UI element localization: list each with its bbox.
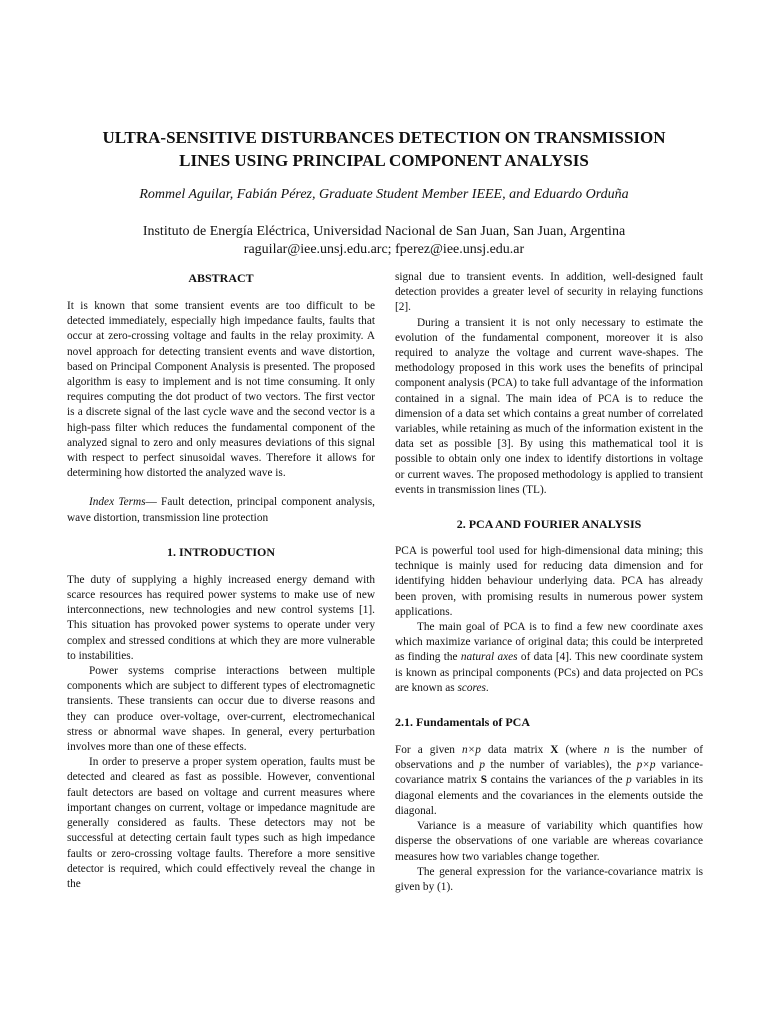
- fp1-t2: n×p: [461, 744, 481, 757]
- affiliation-emails: raguilar@iee.unsj.edu.arc; fperez@iee.unsj.edu.ar: [243, 242, 525, 257]
- fp1-t1: For a given: [395, 744, 462, 757]
- fp1-t13: contains the variances of the: [487, 774, 627, 787]
- intro-paragraph-3: In order to preserve a proper system operation, faults must be detected and cleared as fast as possible. However, conventional fault detectors are based on voltage and current measures where important changes on current, voltage or impedance magnitude are generally considered as faults. These detectors may not be successful at detecting certain fault types such as high impedance faults or zero-crossing voltage faults. Therefore a more sensitive detector is required, which could effectively reveal the change in the: [67, 756, 375, 890]
- index-terms: [67, 495, 375, 525]
- title-line-2: LINES USING PRINCIPAL COMPONENT ANALYSIS: [179, 151, 589, 170]
- title-line-1: ULTRA-SENSITIVE DISTURBANCES DETECTION ON TRANSMISSION: [102, 128, 666, 147]
- pca-paragraph-1: PCA is powerful tool used for high-dimensional data mining; this technique is mainly used for reducing data dimension and for identifying hidden behaviour underlying data. PCA has already been proven, with promising results in numerous power system applications.: [395, 545, 703, 618]
- pca-paragraph-2: [395, 620, 703, 696]
- fp1-t15: variables in its diagonal elements and the covariances in the elements outside the diagonal.: [395, 774, 703, 817]
- author-list: Rommel Aguilar, Fabián Pérez, Graduate Student Member IEEE, and Eduardo Orduña: [139, 187, 629, 202]
- fp1-t9: the number of variables), the: [484, 759, 637, 772]
- intro-paragraph-3-continued: signal due to transient events. In addition, well-designed fault detection provides a greater level of security in relaying functions [2].: [395, 271, 703, 314]
- affiliation: [40, 223, 728, 259]
- fp1-t6: n: [603, 744, 610, 757]
- fundamentals-heading: 2.1. Fundamentals of PCA: [395, 715, 531, 730]
- fp1-t14: p: [626, 774, 632, 787]
- fp1-t8: p: [479, 759, 485, 772]
- left-column: [67, 270, 375, 892]
- fp1-t4: X: [550, 744, 559, 757]
- abstract-heading: ABSTRACT: [188, 271, 254, 285]
- pca-p2-part-a: The main goal of PCA is to find a few new coordinate axes which maximize variance of original data; this could be interpreted as finding the: [395, 621, 703, 664]
- paper-title: [60, 126, 708, 172]
- right-column: [395, 270, 703, 895]
- intro-paragraph-1: The duty of supplying a highly increased energy demand with scarce resources has required power systems to make use of new interconnections, new technologies and new control systems [1]. This situation has provoked power systems to operate under very complex and stressed conditions at which they are more vulnerable to instabilities.: [67, 573, 375, 662]
- fp1-t10: p×p: [636, 759, 656, 772]
- natural-axes-term: natural axes: [460, 651, 518, 664]
- fp1-t12: S: [480, 774, 487, 787]
- intro-paragraph-2: Power systems comprise interactions between multiple components which are subject to different types of electromagnetic transients. These transients can occur due to diverse reasons and they can produce over-voltage, over-current, electromechanical stress or abnormal wave shapes. In general, every perturbation involves more than one of these effects.: [67, 665, 375, 754]
- fp1-t7: is the number of observations and: [395, 744, 703, 772]
- index-terms-lead: Index Terms: [89, 496, 146, 509]
- index-terms-text: — Fault detection, principal component analysis, wave distortion, transmission line protection: [67, 496, 375, 524]
- fundamentals-paragraph-1: [395, 743, 703, 819]
- pca-p2-part-c: of data [4]. This new coordinate system is known as principal components (PCs) and data projected on PCs are known as: [395, 651, 703, 694]
- abstract-text: It is known that some transient events are too difficult to be detected immediately, especially high impedance faults, faults that occur at zero-crossing voltage and faults in the relay proximity. A novel approach for detecting transient events and wave distortion, based on Principal Component Analysis is presented. The proposed algorithm is easy to implement and is not time consuming. It only requires computing the dot product of two vectors. The first vector is a discrete signal of the last cycle wave and the second vector is a high-pass filter which reduces the fundamental component of the analyzed signal to zero and only measures deviations of this signal with respect to perfect sinusoidal waves. Therefore it allows for determining how distorted the analyzed wave is.: [67, 300, 375, 480]
- fp1-t5: (where: [558, 744, 604, 757]
- pca-fourier-heading: 2. PCA AND FOURIER ANALYSIS: [456, 517, 642, 532]
- fundamentals-paragraph-2: Variance is a measure of variability which quantifies how disperse the observations of one variable are whereas covariance measures how two variables change together.: [395, 820, 703, 863]
- introduction-heading: 1. INTRODUCTION: [166, 544, 275, 559]
- scores-term: scores: [457, 681, 486, 694]
- fp1-t3: data matrix: [480, 744, 551, 757]
- fp1-t11: variance-covariance matrix: [395, 759, 704, 787]
- fundamentals-paragraph-3: The general expression for the variance-covariance matrix is given by (1).: [395, 865, 703, 893]
- affiliation-institution: Instituto de Energía Eléctrica, Universidad Nacional de San Juan, San Juan, Argentina: [142, 224, 626, 239]
- pca-p2-part-e: .: [485, 681, 489, 694]
- intro-paragraph-4: During a transient it is not only necessary to estimate the evolution of the fundamental component, moreover it is also required to analyze the voltage and current wave-shapes. The methodology proposed in this work uses the benefits of principal component analysis (PCA) to take full advantage of the information contained in a signal. The main idea of PCA is to reduce the dimension of a data set which contains a great number of correlated variables, while retaining as much of the information existent in the data set as possible [3]. By using this mathematical tool it is possible to obtain only one index to identify distortions in voltage or current waves. The proposed methodology is applied to transient events in transmission lines (TL).: [395, 316, 703, 496]
